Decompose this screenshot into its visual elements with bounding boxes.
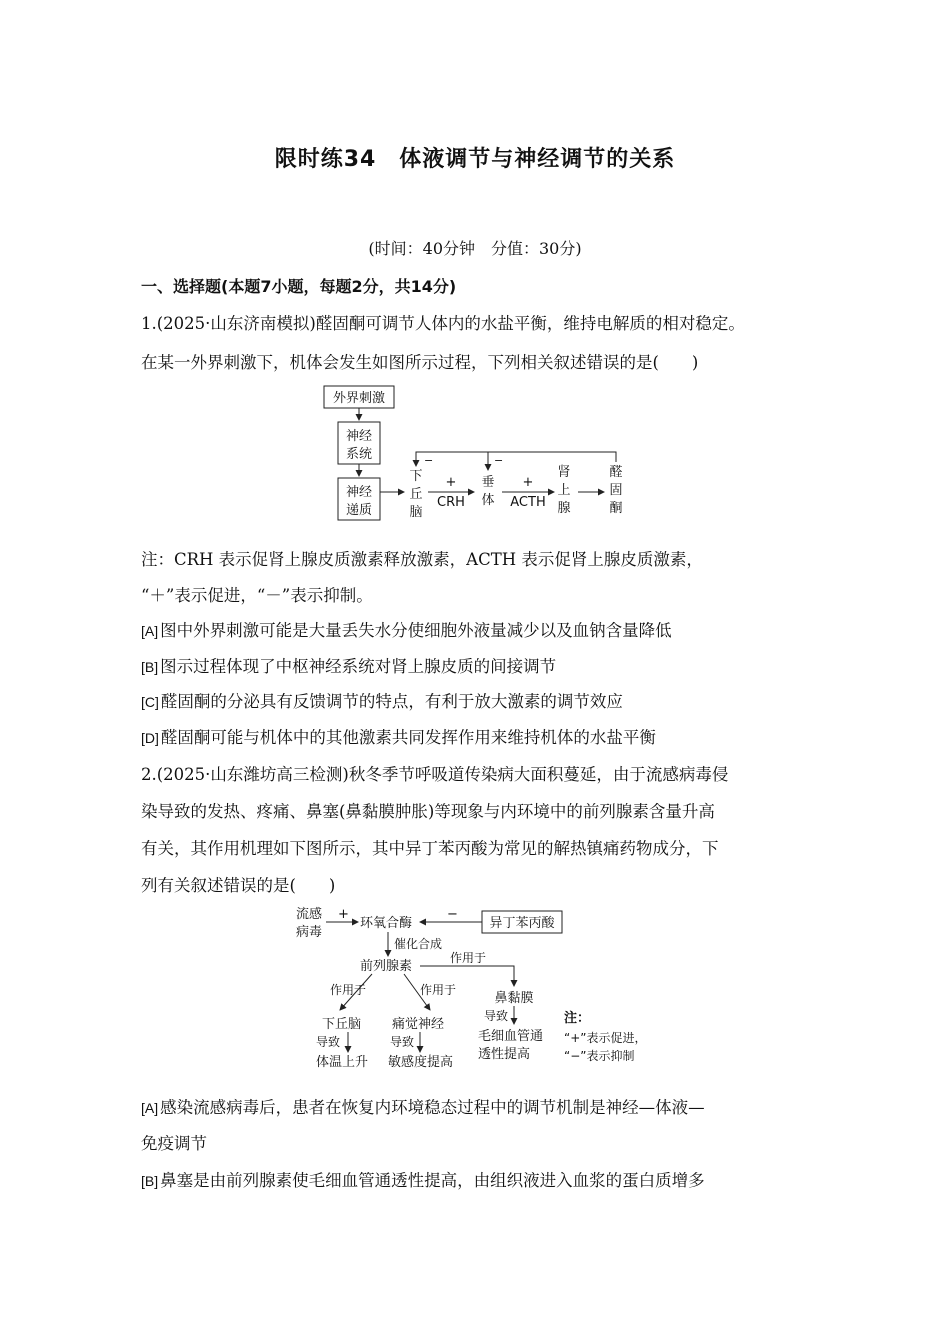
svg-text:作用于: 作用于 <box>420 983 457 997</box>
q2-diagram <box>292 902 672 1077</box>
crh-label: CRH <box>437 495 465 510</box>
svg-text:神经: 神经 <box>345 429 373 444</box>
svg-text:作用于: 作用于 <box>450 951 487 965</box>
capillary-label: 毛细血管通 <box>478 1029 544 1044</box>
q1-stem-line1: 1.(2025·山东济南模拟)醛固酮可调节人体内的水盐平衡，维持电解质的相对稳定。 <box>141 314 745 333</box>
aldosterone-label: 醛 <box>609 465 623 480</box>
virus-label: 流感 <box>296 907 323 922</box>
acth-label: ACTH <box>510 495 546 510</box>
svg-text:作用于: 作用于 <box>330 983 367 997</box>
svg-text:−: − <box>447 907 458 922</box>
svg-text:导致: 导致 <box>484 1009 509 1023</box>
svg-text:−: − <box>424 454 434 467</box>
q2-option-a: [A] 感染流感病毒后，患者在恢复内环境稳态过程中的调节机制是神经—体液— <box>141 1098 705 1117</box>
q2-stem-line2: 染导致的发热、疼痛、鼻塞(鼻黏膜肿胀)等现象与内环境中的前列腺素含量升高 <box>141 802 715 821</box>
diagram-note-title: 注： <box>564 1011 591 1026</box>
ibuprofen-label: 异丁苯丙酸 <box>489 916 555 931</box>
svg-text:+: + <box>445 475 457 490</box>
adrenal-label: 肾 <box>557 465 571 480</box>
svg-text:导致: 导致 <box>390 1035 415 1049</box>
q1-option-c: [C] 醛固酮的分泌具有反馈调节的特点，有利于放大激素的调节效应 <box>141 692 623 711</box>
svg-text:上: 上 <box>557 483 571 498</box>
pituitary-label: 垂 <box>481 475 495 490</box>
q1-diagram <box>316 382 646 522</box>
prostaglandin-label: 前列腺素 <box>360 959 413 974</box>
svg-text:固: 固 <box>609 483 623 498</box>
exam-info: (时间：40分钟 分值：30分) <box>368 239 582 258</box>
svg-text:+: + <box>338 907 349 922</box>
svg-text:病毒: 病毒 <box>296 925 323 940</box>
svg-text:脑: 脑 <box>409 505 423 520</box>
q2-stem-line1: 2.(2025·山东潍坊高三检测)秋冬季节呼吸道传染病大面积蔓延，由于流感病毒侵 <box>141 765 729 784</box>
q1-note-line2: “＋”表示促进，“－”表示抑制。 <box>141 586 373 605</box>
q2-stem-line4: 列有关叙述错误的是( ) <box>141 876 336 895</box>
q1-option-d: [D] 醛固酮可能与机体中的其他激素共同发挥作用来维持机体的水盐平衡 <box>141 728 656 747</box>
q2-option-a-cont: 免疫调节 <box>141 1134 207 1153</box>
hypothalamus-label: 下 <box>409 469 423 484</box>
svg-text:神经: 神经 <box>345 485 373 500</box>
svg-text:−: − <box>494 454 504 467</box>
svg-text:递质: 递质 <box>345 503 373 518</box>
section-heading: 一、选择题(本题7小题，每题2分，共14分) <box>141 277 457 296</box>
q1-note-line1: 注：CRH 表示促肾上腺皮质激素释放激素，ACTH 表示促肾上腺皮质激素， <box>141 550 703 569</box>
svg-text:导致: 导致 <box>316 1035 341 1049</box>
svg-text:“−”表示抑制: “−”表示抑制 <box>564 1049 635 1063</box>
svg-text:酮: 酮 <box>609 501 623 516</box>
svg-text:“+”表示促进，: “+”表示促进， <box>564 1031 647 1045</box>
page-title: 限时练34 体液调节与神经调节的关系 <box>274 147 676 172</box>
svg-text:腺: 腺 <box>557 501 571 516</box>
svg-text:系统: 系统 <box>345 447 373 462</box>
svg-text:丘: 丘 <box>409 487 423 502</box>
nasal-mucosa-label: 鼻黏膜 <box>494 991 534 1006</box>
q2-stem-line3: 有关，其作用机理如下图所示，其中异丁苯丙酸为常见的解热镇痛药物成分，下 <box>141 839 719 858</box>
pain-nerve-label: 痛觉神经 <box>392 1017 445 1032</box>
catalyze-label: 催化合成 <box>394 937 443 951</box>
cox-label: 环氧合酶 <box>360 916 413 931</box>
q1-stem-line2: 在某一外界刺激下，机体会发生如图所示过程，下列相关叙述错误的是( ) <box>141 353 699 372</box>
stimulus-label: 外界刺激 <box>332 391 386 406</box>
svg-text:体: 体 <box>481 493 495 508</box>
svg-text:+: + <box>522 475 534 490</box>
svg-text:透性提高: 透性提高 <box>478 1047 531 1062</box>
sensitivity-label: 敏感度提高 <box>388 1055 454 1070</box>
q1-option-b: [B] 图示过程体现了中枢神经系统对肾上腺皮质的间接调节 <box>141 657 557 676</box>
q2-option-b: [B] 鼻塞是由前列腺素使毛细血管通透性提高，由组织液进入血浆的蛋白质增多 <box>141 1171 705 1190</box>
temp-rise-label: 体温上升 <box>316 1055 369 1070</box>
q1-option-a: [A] 图中外界刺激可能是大量丢失水分使细胞外液量减少以及血钠含量降低 <box>141 621 672 640</box>
hypothalamus-label: 下丘脑 <box>322 1017 362 1032</box>
